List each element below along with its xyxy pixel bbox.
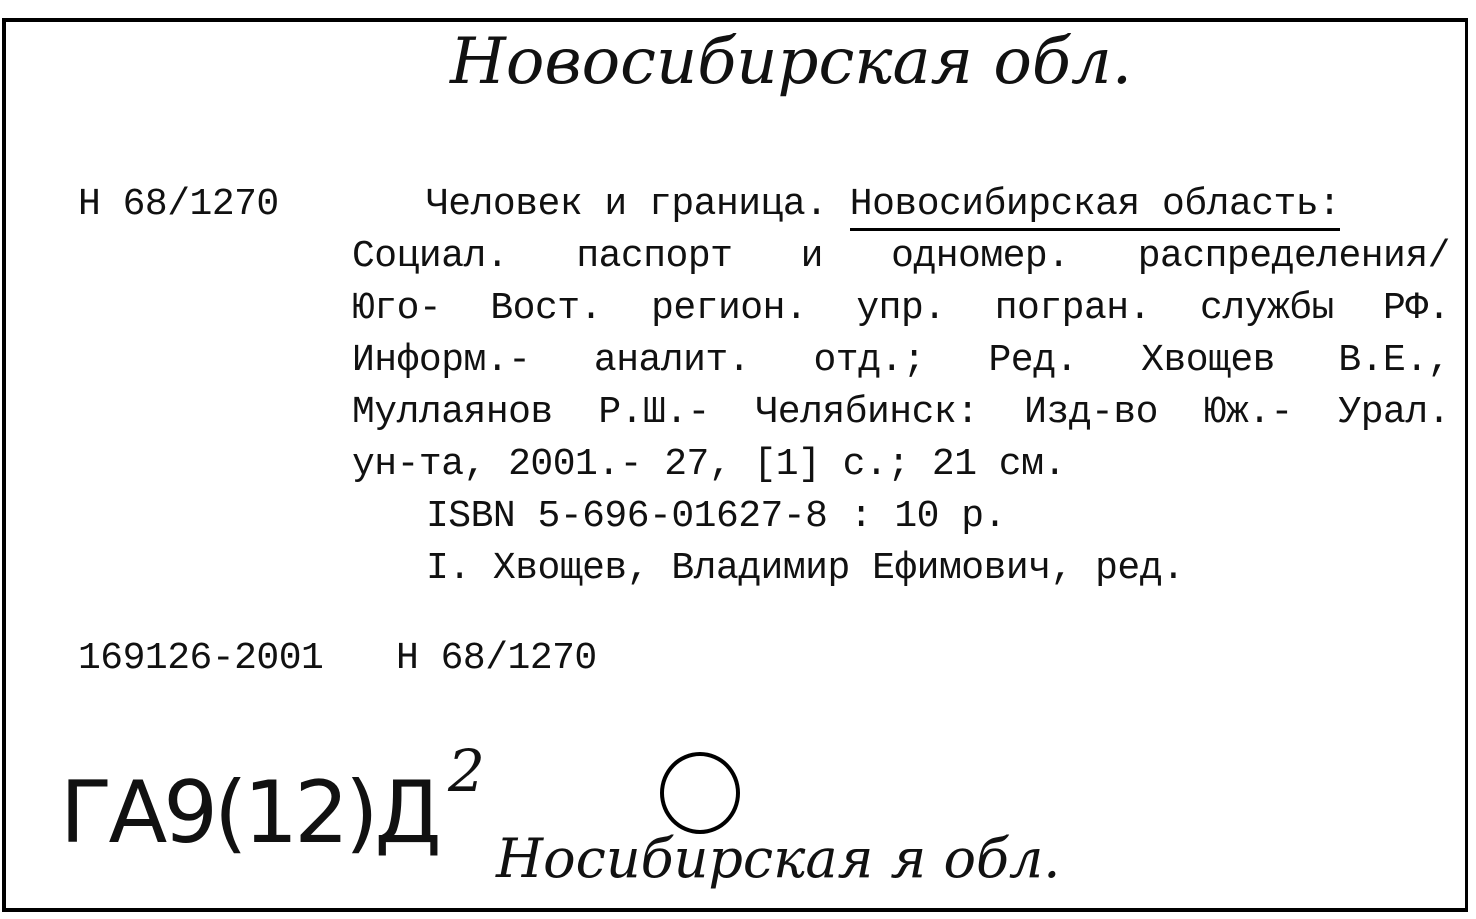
handwritten-classification: ГА9(12)Д [60, 763, 438, 863]
word: погран. [994, 287, 1151, 330]
word: паспорт [576, 235, 733, 278]
title-start: Человек и граница. [426, 183, 850, 226]
word: РФ. [1383, 287, 1450, 330]
handwritten-superscript: 2 [448, 737, 485, 805]
word: аналит. [593, 339, 751, 382]
word: Р.Ш.- [598, 391, 710, 434]
word: Муллаянов [352, 391, 553, 434]
title-underlined: Новосибирская область: [850, 183, 1341, 231]
isbn-line: ISBN 5-696-01627-8 : 10 р. [426, 495, 1006, 538]
entry-line-4 [352, 391, 1450, 434]
word: и [800, 235, 823, 278]
entry-line-2 [352, 287, 1450, 330]
word: распределения/ [1137, 235, 1450, 278]
word: Ред. [988, 339, 1078, 382]
tracing-line: I. Хвощев, Владимир Ефимович, ред. [426, 547, 1185, 590]
word: одномер. [891, 235, 1070, 278]
handwritten-header: Новосибирская обл. [450, 25, 1133, 99]
word: Социал. [352, 235, 509, 278]
word: Вост. [490, 287, 602, 330]
circle-mark [660, 752, 740, 834]
call-number: Н 68/1270 [78, 183, 279, 226]
word: службы [1200, 287, 1334, 330]
imprint-line: ун-та, 2001.- 27, [1] с.; 21 см. [352, 443, 1066, 486]
word: В.Е., [1338, 339, 1450, 382]
word: Изд-во [1024, 391, 1158, 434]
entry-title [426, 183, 1341, 226]
word: упр. [856, 287, 946, 330]
inventory-call-number: Н 68/1270 [396, 637, 597, 680]
word: Юго- [352, 287, 442, 330]
entry-line-1 [352, 235, 1450, 278]
entry-line-3 [352, 339, 1450, 382]
word: отд.; [813, 339, 926, 382]
word: Хвощев [1141, 339, 1275, 382]
inventory-number: 169126-2001 [78, 637, 324, 680]
word: регион. [651, 287, 808, 330]
word: Урал. [1338, 391, 1450, 434]
word: Информ.- [352, 339, 531, 382]
word: Юж.- [1203, 391, 1293, 434]
handwritten-footer-text: Носибирская я обл. [496, 827, 1061, 890]
word: Челябинск: [755, 391, 979, 434]
